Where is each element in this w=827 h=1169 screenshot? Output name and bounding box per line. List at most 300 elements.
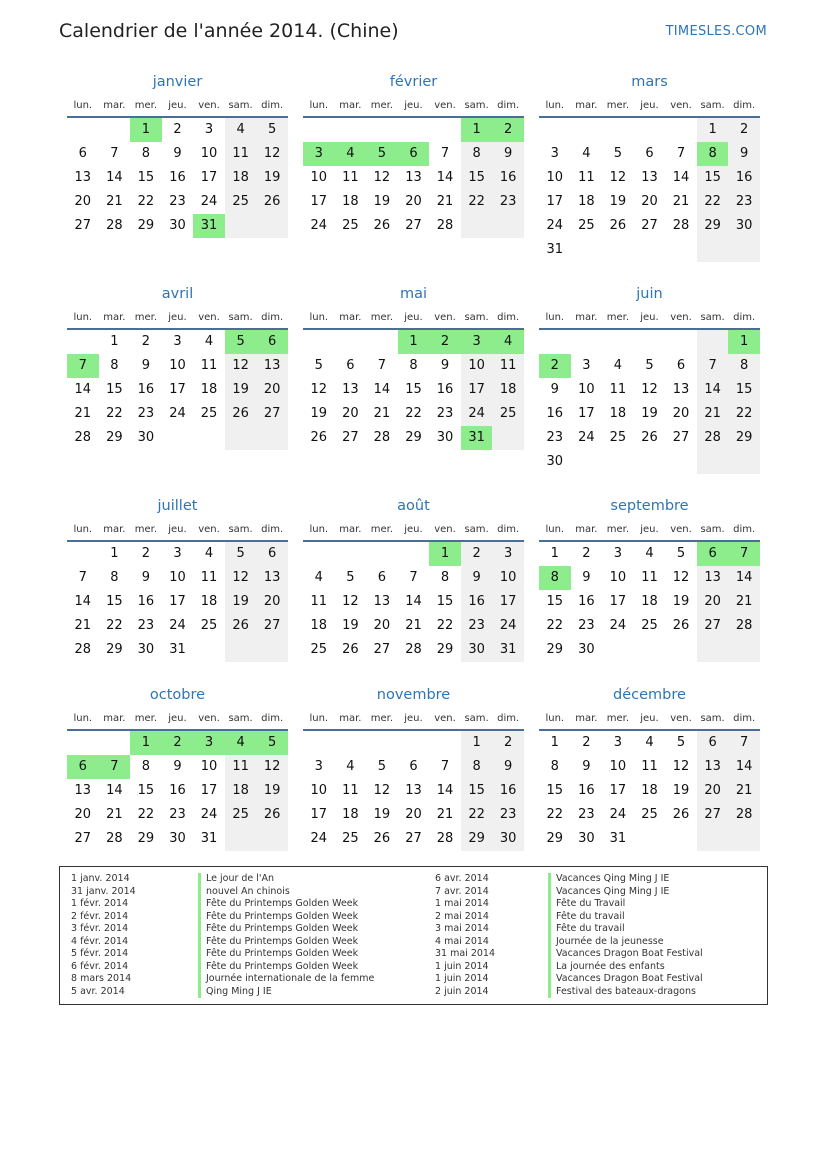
day-grid <box>67 731 288 851</box>
weekday-label: ven. <box>198 99 220 111</box>
weekday-label: dim. <box>261 99 284 111</box>
weekday-label: mar. <box>339 311 362 323</box>
weekday-label: sam. <box>464 523 489 535</box>
day-cell: 3 <box>204 122 214 137</box>
day-cell: 19 <box>672 783 690 798</box>
day-cell: 1 <box>130 731 162 755</box>
day-cell: 1 <box>728 330 760 354</box>
day-cell: 25 <box>342 218 359 233</box>
weekday-label: mer. <box>134 311 158 323</box>
day-cell: 14 <box>74 382 92 397</box>
day-cell: 11 <box>200 570 218 585</box>
day-cell: 2 <box>539 354 571 378</box>
day-cell: 31 <box>193 214 225 238</box>
day-cell: 13 <box>641 170 658 185</box>
day-grid <box>303 542 524 662</box>
month-name: juin <box>636 286 663 302</box>
legend-date: 8 mars 2014 <box>71 973 132 984</box>
day-cell: 2 <box>141 546 151 561</box>
day-cell: 21 <box>405 618 422 633</box>
month-name: novembre <box>376 687 451 703</box>
day-cell: 4 <box>346 759 355 774</box>
day-cell: 27 <box>405 218 422 233</box>
day-cell: 25 <box>641 618 658 633</box>
day-cell: 28 <box>672 218 690 233</box>
day-cell: 9 <box>728 142 760 166</box>
day-cell: 9 <box>492 755 524 779</box>
legend-right-bar <box>548 873 551 998</box>
day-cell: 27 <box>256 402 288 426</box>
day-cell: 8 <box>539 566 571 590</box>
site-link[interactable]: TIMESLES.COM <box>665 24 767 39</box>
day-cell: 7 <box>67 354 99 378</box>
day-cell: 31 <box>200 831 218 846</box>
day-cell: 2 <box>728 118 760 142</box>
month-2 <box>539 72 760 262</box>
day-cell: 18 <box>609 406 627 421</box>
day-cell: 4 <box>492 330 524 354</box>
weekday-label: dim. <box>497 523 520 535</box>
day-cell: 4 <box>314 570 323 585</box>
day-cell: 8 <box>141 146 151 161</box>
day-cell: 8 <box>141 759 151 774</box>
day-cell: 6 <box>645 146 654 161</box>
day-cell: 16 <box>169 170 186 185</box>
day-cell: 25 <box>200 618 218 633</box>
day-cell: 15 <box>461 779 493 803</box>
day-cell: 29 <box>461 827 493 851</box>
empty-cell <box>728 827 760 851</box>
weekday-label: lun. <box>545 99 565 111</box>
page-title: Calendrier de l'année 2014. (Chine) <box>59 20 399 42</box>
day-cell: 1 <box>110 334 119 349</box>
day-grid <box>539 542 760 662</box>
day-cell: 28 <box>697 426 729 450</box>
day-cell: 16 <box>436 382 454 397</box>
weekday-header <box>539 94 760 118</box>
day-cell: 21 <box>697 402 729 426</box>
legend-date: 6 avr. 2014 <box>435 873 489 884</box>
empty-cell <box>335 118 367 142</box>
day-cell: 26 <box>225 402 257 426</box>
weekday-label: jeu. <box>404 712 423 724</box>
weekday-label: lun. <box>545 523 565 535</box>
day-cell: 19 <box>641 406 658 421</box>
day-cell: 6 <box>409 759 418 774</box>
day-cell: 25 <box>225 190 257 214</box>
weekday-label: ven. <box>434 311 456 323</box>
legend-holiday-name: Fête du Printemps Golden Week <box>206 935 359 947</box>
day-cell: 10 <box>609 570 627 585</box>
legend-date: 4 févr. 2014 <box>71 935 129 947</box>
day-cell: 12 <box>310 382 328 397</box>
day-cell: 5 <box>645 358 654 373</box>
legend-left-names <box>206 873 374 998</box>
holiday-legend <box>59 866 768 1005</box>
weekday-label: mar. <box>339 523 362 535</box>
day-cell: 20 <box>405 194 422 209</box>
legend-date: 5 févr. 2014 <box>71 948 129 959</box>
weekday-label: ven. <box>670 712 692 724</box>
day-cell: 3 <box>582 358 591 373</box>
day-cell: 13 <box>672 382 690 397</box>
day-cell: 12 <box>342 594 359 609</box>
day-cell: 5 <box>613 146 623 161</box>
legend-holiday-name: Qing Ming J IE <box>206 985 272 997</box>
day-cell: 29 <box>106 642 123 657</box>
day-cell: 9 <box>461 566 493 590</box>
day-cell: 20 <box>74 194 92 209</box>
day-cell: 13 <box>405 783 422 798</box>
weekday-label: jeu. <box>168 712 187 724</box>
day-cell: 1 <box>550 735 559 750</box>
day-cell: 9 <box>141 358 151 373</box>
day-cell: 27 <box>405 831 422 846</box>
day-cell: 18 <box>342 194 359 209</box>
weekday-label: mer. <box>370 523 394 535</box>
day-cell: 8 <box>728 354 760 378</box>
day-cell: 27 <box>74 831 92 846</box>
day-cell: 8 <box>110 570 119 585</box>
empty-cell <box>634 330 666 354</box>
weekday-label: mar. <box>103 311 126 323</box>
day-cell: 11 <box>225 142 257 166</box>
day-cell: 14 <box>436 170 454 185</box>
empty-cell <box>697 238 729 262</box>
day-cell: 5 <box>225 330 257 354</box>
weekday-header <box>539 518 760 542</box>
day-cell: 31 <box>492 638 524 662</box>
weekday-label: lun. <box>73 99 93 111</box>
weekday-label: dim. <box>261 712 284 724</box>
weekday-label: mar. <box>575 712 598 724</box>
day-cell: 7 <box>409 570 418 585</box>
weekday-header <box>303 707 524 731</box>
legend-right-dates <box>435 873 495 998</box>
month-name: mars <box>631 74 668 90</box>
day-cell: 9 <box>141 570 151 585</box>
day-cell: 6 <box>377 570 387 585</box>
day-cell: 6 <box>398 142 430 166</box>
day-cell: 11 <box>641 759 658 774</box>
day-cell: 6 <box>67 755 99 779</box>
empty-cell <box>728 638 760 662</box>
empty-cell <box>602 450 634 474</box>
month-name: juillet <box>157 498 198 514</box>
day-cell: 16 <box>578 783 595 798</box>
day-cell: 21 <box>672 194 690 209</box>
empty-cell <box>571 450 603 474</box>
day-cell: 14 <box>106 783 123 798</box>
day-cell: 23 <box>546 430 564 445</box>
day-cell: 26 <box>609 218 627 233</box>
weekday-label: ven. <box>670 99 692 111</box>
day-cell: 6 <box>256 330 288 354</box>
day-cell: 10 <box>310 170 328 185</box>
day-cell: 18 <box>641 594 658 609</box>
month-6 <box>67 496 288 662</box>
day-cell: 28 <box>728 614 760 638</box>
day-cell: 14 <box>373 382 391 397</box>
day-cell: 29 <box>728 426 760 450</box>
day-cell: 26 <box>672 618 690 633</box>
day-cell: 14 <box>697 378 729 402</box>
day-cell: 20 <box>256 590 288 614</box>
day-cell: 17 <box>578 406 595 421</box>
weekday-label: dim. <box>733 99 756 111</box>
day-cell: 13 <box>405 170 422 185</box>
day-cell: 14 <box>74 594 92 609</box>
legend-date: 4 mai 2014 <box>435 935 489 947</box>
empty-cell <box>366 330 398 354</box>
legend-date: 2 févr. 2014 <box>71 910 129 922</box>
day-cell: 28 <box>373 430 391 445</box>
empty-cell <box>366 542 398 566</box>
day-cell: 30 <box>728 214 760 238</box>
day-cell: 11 <box>200 358 218 373</box>
legend-holiday-name: Fête du travail <box>556 923 625 934</box>
day-cell: 8 <box>550 759 559 774</box>
weekday-label: dim. <box>733 712 756 724</box>
month-4 <box>303 284 524 450</box>
weekday-label: sam. <box>464 311 489 323</box>
day-cell: 5 <box>314 358 323 373</box>
legend-left-bar <box>198 873 201 998</box>
empty-cell <box>602 118 634 142</box>
day-cell: 12 <box>672 759 690 774</box>
day-cell: 30 <box>461 638 493 662</box>
empty-cell <box>335 330 367 354</box>
day-cell: 29 <box>697 214 729 238</box>
day-cell: 24 <box>169 618 186 633</box>
day-cell: 4 <box>613 358 623 373</box>
day-cell: 22 <box>697 190 729 214</box>
day-cell: 13 <box>256 566 288 590</box>
empty-cell <box>539 118 571 142</box>
day-cell: 21 <box>74 406 92 421</box>
weekday-label: mar. <box>103 523 126 535</box>
empty-cell <box>665 118 697 142</box>
empty-cell <box>99 118 131 142</box>
empty-cell <box>492 214 524 238</box>
day-cell: 12 <box>225 566 257 590</box>
day-cell: 27 <box>641 218 658 233</box>
day-cell: 9 <box>550 382 559 397</box>
day-cell: 20 <box>672 406 690 421</box>
month-name: avril <box>161 286 194 302</box>
weekday-label: jeu. <box>640 712 659 724</box>
day-cell: 23 <box>169 194 186 209</box>
day-cell: 23 <box>492 803 524 827</box>
legend-holiday-name: La journée des enfants <box>556 960 665 972</box>
day-cell: 9 <box>582 759 591 774</box>
weekday-label: ven. <box>434 712 456 724</box>
weekday-label: sam. <box>228 523 253 535</box>
weekday-label: mar. <box>575 311 598 323</box>
weekday-label: mer. <box>606 311 630 323</box>
day-cell: 28 <box>74 430 92 445</box>
day-cell: 26 <box>342 642 359 657</box>
day-cell: 24 <box>546 218 564 233</box>
day-cell: 6 <box>346 358 355 373</box>
day-cell: 20 <box>697 779 729 803</box>
day-cell: 18 <box>225 779 257 803</box>
day-cell: 20 <box>405 807 422 822</box>
day-cell: 28 <box>436 831 454 846</box>
empty-cell <box>429 731 461 755</box>
day-cell: 22 <box>436 618 454 633</box>
weekday-label: dim. <box>733 523 756 535</box>
day-cell: 26 <box>373 831 391 846</box>
day-cell: 26 <box>310 430 328 445</box>
legend-date: 2 juin 2014 <box>435 985 489 997</box>
day-cell: 23 <box>578 807 595 822</box>
day-cell: 23 <box>578 618 595 633</box>
day-cell: 26 <box>256 803 288 827</box>
day-grid <box>303 731 524 851</box>
day-cell: 15 <box>728 378 760 402</box>
day-cell: 19 <box>609 194 627 209</box>
day-cell: 25 <box>641 807 658 822</box>
legend-holiday-name: Festival des bateaux-dragons <box>556 985 696 997</box>
day-cell: 20 <box>256 378 288 402</box>
day-cell: 7 <box>377 358 387 373</box>
weekday-header <box>303 306 524 330</box>
day-cell: 23 <box>137 618 155 633</box>
legend-date: 1 juin 2014 <box>435 960 489 972</box>
empty-cell <box>335 731 367 755</box>
day-cell: 17 <box>609 594 627 609</box>
weekday-label: ven. <box>198 712 220 724</box>
weekday-label: sam. <box>228 712 253 724</box>
day-cell: 17 <box>310 194 328 209</box>
empty-cell <box>602 238 634 262</box>
weekday-label: jeu. <box>640 523 659 535</box>
day-cell: 3 <box>461 330 493 354</box>
day-cell: 27 <box>373 642 391 657</box>
day-cell: 12 <box>641 382 658 397</box>
day-cell: 20 <box>74 807 92 822</box>
weekday-label: jeu. <box>168 99 187 111</box>
day-cell: 21 <box>106 194 123 209</box>
day-cell: 13 <box>342 382 359 397</box>
day-cell: 3 <box>492 542 524 566</box>
day-cell: 7 <box>78 570 87 585</box>
day-cell: 24 <box>169 406 186 421</box>
empty-cell <box>398 542 430 566</box>
day-cell: 31 <box>169 642 186 657</box>
legend-holiday-name: Fête du Printemps Golden Week <box>206 910 359 922</box>
day-cell: 3 <box>173 334 182 349</box>
empty-cell <box>634 450 666 474</box>
weekday-label: mar. <box>339 712 362 724</box>
day-cell: 15 <box>137 783 155 798</box>
empty-cell <box>602 330 634 354</box>
day-grid <box>539 731 760 851</box>
day-cell: 20 <box>697 590 729 614</box>
day-cell: 22 <box>546 618 564 633</box>
day-cell: 6 <box>676 358 686 373</box>
day-cell: 10 <box>461 354 493 378</box>
day-cell: 10 <box>609 759 627 774</box>
day-cell: 13 <box>373 594 391 609</box>
weekday-label: mer. <box>134 99 158 111</box>
day-cell: 13 <box>697 755 729 779</box>
month-name: mai <box>399 286 428 302</box>
day-cell: 14 <box>728 755 760 779</box>
day-cell: 24 <box>578 430 595 445</box>
empty-cell <box>225 638 257 662</box>
day-cell: 18 <box>342 807 359 822</box>
day-cell: 5 <box>346 570 355 585</box>
day-cell: 11 <box>578 170 595 185</box>
day-cell: 7 <box>110 146 119 161</box>
empty-cell <box>335 542 367 566</box>
day-cell: 19 <box>256 166 288 190</box>
month-9 <box>67 685 288 851</box>
day-cell: 10 <box>310 783 328 798</box>
empty-cell <box>634 118 666 142</box>
day-cell: 14 <box>106 170 123 185</box>
day-cell: 23 <box>436 406 454 421</box>
day-cell: 27 <box>342 430 359 445</box>
day-cell: 1 <box>429 542 461 566</box>
month-name: août <box>397 498 430 514</box>
day-cell: 13 <box>74 783 92 798</box>
day-cell: 7 <box>728 731 760 755</box>
weekday-label: mer. <box>606 99 630 111</box>
legend-holiday-name: Vacances Qing Ming J IE <box>556 885 670 897</box>
empty-cell <box>225 214 257 238</box>
day-cell: 24 <box>492 614 524 638</box>
day-cell: 20 <box>373 618 391 633</box>
weekday-label: sam. <box>464 712 489 724</box>
weekday-label: jeu. <box>640 99 659 111</box>
day-cell: 5 <box>676 546 686 561</box>
weekday-label: dim. <box>497 712 520 724</box>
day-cell: 2 <box>461 542 493 566</box>
weekday-label: mer. <box>606 523 630 535</box>
day-cell: 4 <box>225 118 257 142</box>
weekday-label: sam. <box>464 99 489 111</box>
day-cell: 28 <box>74 642 92 657</box>
empty-cell <box>665 450 697 474</box>
day-cell: 16 <box>169 783 186 798</box>
day-cell: 6 <box>697 731 729 755</box>
day-cell: 19 <box>373 807 391 822</box>
empty-cell <box>256 214 288 238</box>
day-cell: 27 <box>697 803 729 827</box>
weekday-header <box>303 518 524 542</box>
weekday-label: dim. <box>733 311 756 323</box>
day-cell: 30 <box>169 831 186 846</box>
day-cell: 2 <box>492 731 524 755</box>
day-cell: 11 <box>641 570 658 585</box>
empty-cell <box>571 330 603 354</box>
day-cell: 3 <box>303 142 335 166</box>
day-cell: 18 <box>310 618 328 633</box>
day-grid <box>539 118 760 262</box>
weekday-label: mer. <box>134 712 158 724</box>
day-cell: 15 <box>461 166 493 190</box>
day-cell: 14 <box>405 594 422 609</box>
day-cell: 24 <box>609 807 627 822</box>
weekday-label: lun. <box>545 311 565 323</box>
day-cell: 6 <box>256 542 288 566</box>
weekday-label: sam. <box>700 712 725 724</box>
legend-date: 31 mai 2014 <box>435 948 496 959</box>
weekday-label: jeu. <box>168 523 187 535</box>
